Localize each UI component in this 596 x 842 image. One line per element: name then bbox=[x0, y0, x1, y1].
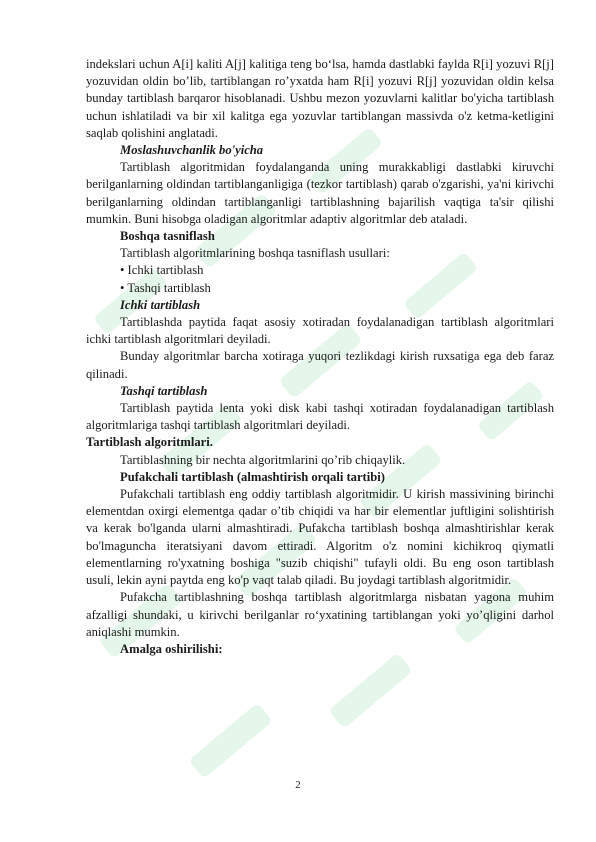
bullet-tashqi: • Tashqi tartiblash bbox=[120, 280, 211, 295]
paragraph-pufakchali-2: Pufakcha tartiblashning boshqa tartiblash algoritmlarga nisbatan yagona muhim afzalligi shundaki, u kirivchi berilganlar ro‘yxatining tartiblangan yoki yo’qligini darhol aniqlashi mumkin. bbox=[86, 590, 554, 639]
paragraph-pufakchali-1: Pufakchali tartiblash eng oddiy tartiblash algoritmidir. U kirish massivining birinchi elementdan oxirgi elementga qadar o’tib chiqidi va har bir elementlar juftligini solishtirish va kerak bo'lganda ularni almashtiradi. Pufakcha tartiblash boshqa almashtirishlar kerak bo'lmaguncha iteratsiyani davom ettiradi. Algoritm o'z nomini kichikroq qiymatli elementlarning ro'yxatning boshiga "suzib chiqishi" tufayli oldi. Bu eng oson tartiblash usuli, lekin ayni paytda eng ko'p vaqt talab qiladi. Bu joydagi tartiblash algoritmidir. bbox=[86, 487, 554, 588]
bullet-ichki: • Ichki tartiblash bbox=[120, 263, 204, 278]
paragraph-tasniflash-usullari: Tartiblash algoritmlarining boshqa tasniflash usullari: bbox=[120, 246, 390, 261]
paragraph-adaptiv: Tartiblash algoritmidan foydalanganda uning murakkabligi dastlabki kiruvchi berilganlarning oldindan tartiblanganligiga (tezkor tartiblash) qarab o'zgarishi, ya'ni kirivchi berilganlarning oldindan tartiblanganligi tartiblashning bajarilish vaqtiga ta'sir qilishi mumkin. Buni hisobga oladigan algoritmlar adaptiv algoritmlar deb ataladi. bbox=[86, 160, 554, 226]
heading-amalga-oshirilishi: Amalga oshirilishi: bbox=[120, 641, 223, 656]
heading-boshqa-tasniflash: Boshqa tasniflash bbox=[120, 229, 215, 244]
heading-pufakchali: Pufakchali tartiblash (almashtirish orqali tartibi) bbox=[120, 469, 385, 484]
heading-ichki-tartiblash: Ichki tartiblash bbox=[120, 297, 201, 312]
paragraph-ichki-1: Tartiblashda paytida faqat asosiy xotiradan foydalanadigan tartiblash algoritmlari ichki tartiblash algoritmlari deyiladi. bbox=[86, 315, 554, 347]
paragraph-algoritmlar-intro: Tartiblashning bir nechta algoritmlarini qo’rib chiqaylik. bbox=[120, 452, 406, 467]
paragraph-barqaror: indekslari uchun A[i] kaliti A[j] kalitiga teng bo‘lsa, hamda dastlabki faylda R[i] yozuvi R[j] yozuvidan oldin bo’lib, tartiblangan ro’yxatda ham R[i] yozuvi R[j] yozuvidan oldin kelsa bunday tartiblash barqaror hisoblanadi. Ushbu mezon yozuvlarni kalitlar bo'yicha tartiblash uchun ishlatiladi va bir xil kalitga ega yozuvlar tartiblangan massivda o'z ketma-ketligini saqlab qolishini anglatadi. bbox=[86, 57, 554, 140]
heading-moslashuvchanlik: Moslashuvchanlik bo'yicha bbox=[120, 143, 264, 158]
paragraph-tashqi: Tartiblash paytida lenta yoki disk kabi tashqi xotiradan foydalanadigan tartiblash algoritmlariga tashqi tartiblash algoritmlari deyiladi. bbox=[86, 401, 554, 433]
page-number: 2 bbox=[295, 779, 301, 791]
document-body bbox=[86, 56, 554, 658]
section-title-algoritmlar: Tartiblash algoritmlari. bbox=[86, 435, 213, 450]
paragraph-ichki-2: Bunday algoritmlar barcha xotiraga yuqori tezlikdagi kirish ruxsatiga ega deb faraz qilinadi. bbox=[86, 349, 554, 381]
heading-tashqi-tartiblash: Tashqi tartiblash bbox=[120, 383, 208, 398]
